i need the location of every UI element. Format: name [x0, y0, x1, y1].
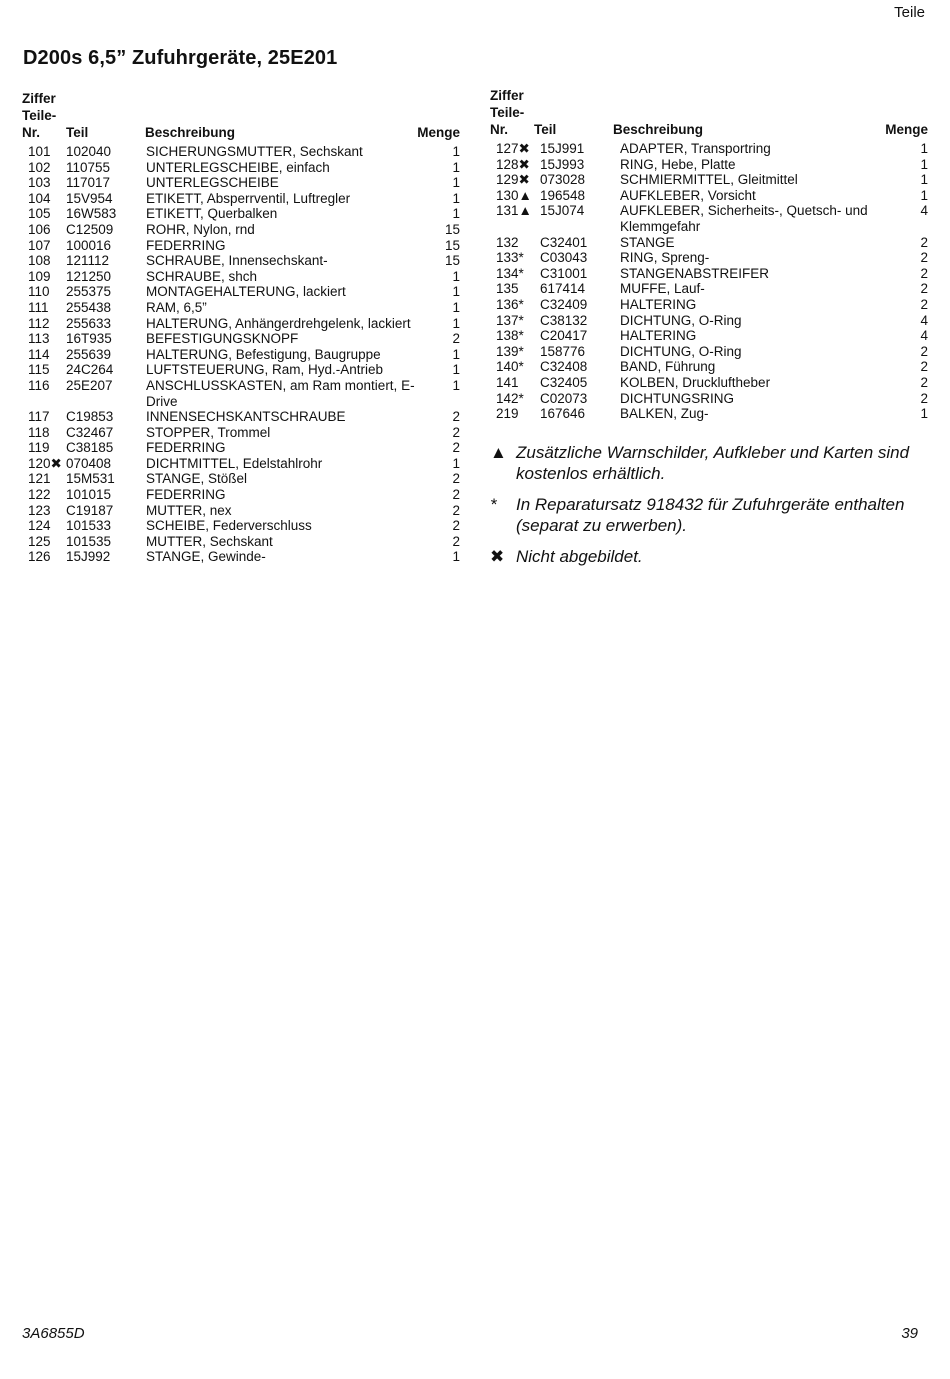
quantity: 1 — [452, 377, 460, 393]
table-row — [490, 297, 930, 313]
description: ROHR, Nylon, rnd — [146, 221, 255, 237]
quantity: 2 — [452, 409, 460, 425]
quantity: 1 — [452, 362, 460, 378]
part-number: 15M531 — [66, 471, 115, 487]
table-row — [22, 191, 462, 207]
part-number: C32409 — [540, 296, 588, 312]
part-number: 158776 — [540, 343, 586, 359]
ref-number: 125 — [28, 533, 51, 549]
part-number: 121250 — [66, 268, 112, 284]
ref-number: 128✖ — [496, 156, 530, 172]
quantity: 1 — [452, 159, 460, 175]
quantity: 2 — [920, 250, 928, 266]
table-row — [490, 203, 930, 234]
ref-number: 131▲ — [496, 203, 532, 219]
quantity: 2 — [452, 518, 460, 534]
header-nr-line: Nr. — [490, 122, 509, 137]
description: DICHTUNG, O-Ring — [620, 343, 742, 359]
ref-number: 101 — [28, 144, 51, 159]
quantity: 15 — [444, 221, 460, 237]
description: LUFTSTEUERUNG, Ram, Hyd.-Antrieb — [146, 362, 384, 378]
table-row — [22, 440, 462, 456]
part-number: C38132 — [540, 312, 588, 328]
table-row — [22, 269, 462, 285]
part-number: 117017 — [66, 175, 111, 191]
ref-number: 106 — [28, 221, 51, 237]
description: STANGE, Gewinde- — [146, 549, 266, 565]
ref-number: 103 — [28, 175, 51, 191]
description: ETIKETT, Querbalken — [146, 206, 278, 222]
ref-number: 114 — [28, 346, 50, 362]
page-number: 39 — [901, 1325, 918, 1342]
part-number: 24C264 — [66, 362, 114, 378]
table-row — [22, 300, 462, 316]
quantity: 1 — [920, 172, 928, 188]
triangle-icon: ▲ — [490, 443, 507, 462]
note-text: Zusätzliche Warnschilder, Aufkleber und Karten sind kostenlos erhältlich. — [516, 443, 910, 483]
quantity: 2 — [920, 281, 928, 297]
description: SCHRAUBE, Innensechskant- — [146, 253, 328, 269]
quantity: 2 — [920, 374, 928, 390]
part-number: 121112 — [66, 253, 110, 269]
table-row — [22, 378, 462, 409]
description: UNTERLEGSCHEIBE — [146, 175, 279, 191]
description: RAM, 6,5” — [146, 299, 207, 315]
quantity: 1 — [920, 187, 928, 203]
ref-number: 134* — [496, 265, 524, 281]
description: STOPPER, Trommel — [146, 424, 271, 440]
ref-number: 123 — [28, 502, 51, 518]
parts-table-body — [22, 144, 462, 565]
header-description: Beschreibung — [145, 125, 236, 140]
quantity: 1 — [452, 549, 460, 565]
quantity: 1 — [452, 284, 460, 300]
description: MUTTER, nex — [146, 502, 232, 518]
part-number: 617414 — [540, 281, 586, 297]
ref-number: 109 — [28, 268, 51, 284]
table-row — [490, 328, 930, 344]
part-number: 255633 — [66, 315, 112, 331]
part-number: C02073 — [540, 390, 588, 406]
ref-number: 115 — [28, 362, 50, 378]
ref-number: 130▲ — [496, 187, 532, 203]
table-row — [22, 362, 462, 378]
ref-number: 136* — [496, 296, 524, 312]
quantity: 2 — [452, 533, 460, 549]
description: FEDERRING — [146, 440, 226, 456]
ref-number: 113 — [28, 331, 50, 347]
table-row — [490, 157, 930, 173]
part-number: 073028 — [540, 172, 586, 188]
part-number: 110755 — [66, 159, 111, 175]
ref-number: 122 — [28, 487, 51, 503]
description: ETIKETT, Absperrventil, Luftregler — [146, 190, 351, 206]
part-number: 15V954 — [66, 190, 113, 206]
part-number: 101015 — [66, 487, 112, 503]
ref-number: 126 — [28, 549, 51, 565]
ref-number: 105 — [28, 206, 51, 222]
quantity: 4 — [920, 312, 928, 328]
part-number: 101535 — [66, 533, 112, 549]
part-number: 16T935 — [66, 331, 112, 347]
quantity: 2 — [920, 265, 928, 281]
parts-table-right — [490, 87, 930, 422]
quantity: 1 — [452, 315, 460, 331]
quantity: 1 — [452, 144, 460, 159]
header-qty: Menge — [417, 125, 460, 140]
description: SCHEIBE, Federverschluss — [146, 518, 312, 534]
ref-number: 117 — [28, 409, 50, 425]
table-row — [490, 344, 930, 360]
table-row — [22, 144, 462, 160]
part-number: C03043 — [540, 250, 588, 266]
description: DICHTUNG, O-Ring — [620, 312, 742, 328]
table-row — [22, 534, 462, 550]
ref-number: 137* — [496, 312, 524, 328]
description: HALTERING — [620, 296, 697, 312]
description: SICHERUNGSMUTTER, Sechskant — [146, 144, 363, 159]
description: BEFESTIGUNGSKNOPF — [146, 331, 299, 347]
ref-number: 104 — [28, 190, 51, 206]
ref-number: 140* — [496, 359, 524, 375]
description: HALTERING — [620, 328, 697, 344]
quantity: 15 — [444, 253, 460, 269]
part-number: 255438 — [66, 299, 112, 315]
part-number: C32401 — [540, 234, 588, 250]
ref-number: 108 — [28, 253, 51, 269]
ref-number: 139* — [496, 343, 524, 359]
table-row — [490, 188, 930, 204]
description: ADAPTER, Transportring — [620, 141, 771, 156]
note-text: Nicht abgebildet. — [516, 547, 643, 566]
table-row — [22, 549, 462, 565]
description: HALTERUNG, Anhängerdrehgelenk, lackiert — [146, 315, 411, 331]
table-header — [490, 87, 930, 141]
header-description: Beschreibung — [613, 122, 704, 137]
table-row — [22, 487, 462, 503]
part-number: 196548 — [540, 187, 586, 203]
table-row — [22, 206, 462, 222]
ref-number: 124 — [28, 518, 51, 534]
quantity: 2 — [920, 343, 928, 359]
part-number: 101533 — [66, 518, 112, 534]
description: STANGENABSTREIFER — [620, 265, 770, 281]
description: KOLBEN, Druckluftheber — [620, 374, 771, 390]
asterisk-icon: * — [490, 495, 497, 514]
table-row — [22, 503, 462, 519]
description: UNTERLEGSCHEIBE, einfach — [146, 159, 330, 175]
parts-table-left — [22, 90, 462, 565]
quantity: 1 — [452, 268, 460, 284]
quantity: 2 — [452, 487, 460, 503]
description: MUFFE, Lauf- — [620, 281, 705, 297]
quantity: 2 — [920, 234, 928, 250]
description: DICHTMITTEL, Edelstahlrohr — [146, 455, 323, 471]
table-row — [490, 235, 930, 251]
table-row — [490, 359, 930, 375]
description: AUFKLEBER, Vorsicht — [620, 187, 756, 203]
note-triangle — [490, 442, 930, 484]
part-number: C12509 — [66, 221, 114, 237]
table-row — [490, 375, 930, 391]
description: HALTERUNG, Befestigung, Baugruppe — [146, 346, 381, 362]
quantity: 1 — [452, 190, 460, 206]
table-row — [22, 409, 462, 425]
table-row — [490, 281, 930, 297]
ref-number: 118 — [28, 424, 50, 440]
quantity: 1 — [452, 299, 460, 315]
ref-number: 138* — [496, 328, 524, 344]
quantity: 4 — [920, 328, 928, 344]
quantity: 1 — [920, 406, 928, 422]
description: INNENSECHSKANTSCHRAUBE — [146, 409, 346, 425]
parts-table-body — [490, 141, 930, 422]
part-number: C38185 — [66, 440, 114, 456]
header-nr-line: Teile- — [22, 108, 57, 123]
part-number: 100016 — [66, 237, 112, 253]
part-number: 167646 — [540, 406, 586, 422]
part-number: 255375 — [66, 284, 112, 300]
ref-number: 142* — [496, 390, 524, 406]
quantity: 2 — [452, 471, 460, 487]
table-row — [22, 284, 462, 300]
description: BAND, Führung — [620, 359, 716, 375]
ref-number: 133* — [496, 250, 524, 266]
ref-number: 135 — [496, 281, 519, 297]
part-number: C19853 — [66, 409, 114, 425]
part-number: C32467 — [66, 424, 114, 440]
description: AUFKLEBER, Sicherheits-, Quetsch- und Klemmgefahr — [620, 203, 868, 234]
quantity: 2 — [920, 359, 928, 375]
description: SCHRAUBE, shch — [146, 268, 258, 284]
part-number: 16W583 — [66, 206, 117, 222]
table-row — [490, 141, 930, 157]
quantity: 2 — [452, 331, 460, 347]
table-row — [22, 331, 462, 347]
part-number: C31001 — [540, 265, 588, 281]
table-row — [22, 253, 462, 269]
part-number: 255639 — [66, 346, 112, 362]
ref-number: 141 — [496, 374, 519, 390]
header-nr-line: Nr. — [22, 125, 41, 140]
note-text: In Reparatursatz 918432 für Zufuhrgeräte enthalten (separat zu erwerben). — [516, 495, 905, 535]
ref-number: 127✖ — [496, 141, 530, 156]
ref-number: 219 — [496, 406, 519, 422]
table-row — [22, 425, 462, 441]
ref-number: 119 — [28, 440, 50, 456]
part-number: 15J993 — [540, 156, 585, 172]
part-number: C19187 — [66, 502, 114, 518]
part-number: 25E207 — [66, 377, 113, 393]
ref-number: 120✖ — [28, 455, 62, 471]
part-number: 102040 — [66, 144, 112, 159]
description: MONTAGEHALTERUNG, lackiert — [146, 284, 346, 300]
table-row — [22, 316, 462, 332]
quantity: 2 — [452, 424, 460, 440]
header-qty: Menge — [885, 122, 928, 137]
quantity: 1 — [452, 206, 460, 222]
quantity: 4 — [920, 203, 928, 219]
table-row — [22, 347, 462, 363]
table-header — [22, 90, 462, 144]
part-number: 15J074 — [540, 203, 585, 219]
page-title: D200s 6,5” Zufuhrgeräte, 25E201 — [23, 47, 338, 69]
part-number: C20417 — [540, 328, 588, 344]
quantity: 15 — [444, 237, 460, 253]
description: BALKEN, Zug- — [620, 406, 709, 422]
cross-icon: ✖ — [490, 547, 505, 566]
quantity: 1 — [920, 156, 928, 172]
table-row — [22, 518, 462, 534]
ref-number: 132 — [496, 234, 519, 250]
description: DICHTUNGSRING — [620, 390, 734, 406]
header-part: Teil — [66, 125, 89, 140]
table-row — [490, 266, 930, 282]
description: STANGE, Stößel — [146, 471, 248, 487]
table-row — [490, 391, 930, 407]
table-row — [22, 160, 462, 176]
table-row — [490, 313, 930, 329]
description: FEDERRING — [146, 237, 226, 253]
quantity: 1 — [452, 175, 460, 191]
quantity: 2 — [920, 390, 928, 406]
quantity: 2 — [452, 440, 460, 456]
quantity: 2 — [452, 502, 460, 518]
description: FEDERRING — [146, 487, 226, 503]
table-row — [490, 250, 930, 266]
quantity: 1 — [920, 141, 928, 156]
table-row — [22, 175, 462, 191]
description: RING, Hebe, Platte — [620, 156, 736, 172]
description: MUTTER, Sechskant — [146, 533, 273, 549]
doc-number: 3A6855D — [22, 1325, 85, 1342]
header-nr-line: Ziffer — [490, 88, 524, 103]
header-part: Teil — [534, 122, 557, 137]
description: RING, Spreng- — [620, 250, 710, 266]
table-row — [22, 456, 462, 472]
ref-number: 111 — [28, 299, 49, 315]
part-number: C32405 — [540, 374, 588, 390]
ref-number: 107 — [28, 237, 51, 253]
description: STANGE — [620, 234, 675, 250]
table-row — [490, 172, 930, 188]
note-asterisk — [490, 494, 930, 536]
part-number: C32408 — [540, 359, 588, 375]
table-row — [22, 222, 462, 238]
ref-number: 112 — [28, 315, 50, 331]
quantity: 2 — [920, 296, 928, 312]
section-label: Teile — [894, 4, 925, 21]
note-cross — [490, 546, 930, 567]
quantity: 1 — [452, 455, 460, 471]
ref-number: 129✖ — [496, 172, 530, 188]
description: SCHMIERMITTEL, Gleitmittel — [620, 172, 798, 188]
quantity: 1 — [452, 346, 460, 362]
ref-number: 121 — [28, 471, 51, 487]
part-number: 070408 — [66, 455, 112, 471]
table-row — [490, 406, 930, 422]
header-nr-line: Teile- — [490, 105, 525, 120]
part-number: 15J991 — [540, 141, 585, 156]
ref-number: 116 — [28, 377, 50, 393]
ref-number: 102 — [28, 159, 51, 175]
table-row — [22, 238, 462, 254]
part-number: 15J992 — [66, 549, 111, 565]
ref-number: 110 — [28, 284, 50, 300]
description: ANSCHLUSSKASTEN, am Ram montiert, E-Drive — [146, 377, 415, 409]
header-nr-line: Ziffer — [22, 91, 56, 106]
footnotes — [490, 442, 930, 577]
table-row — [22, 471, 462, 487]
